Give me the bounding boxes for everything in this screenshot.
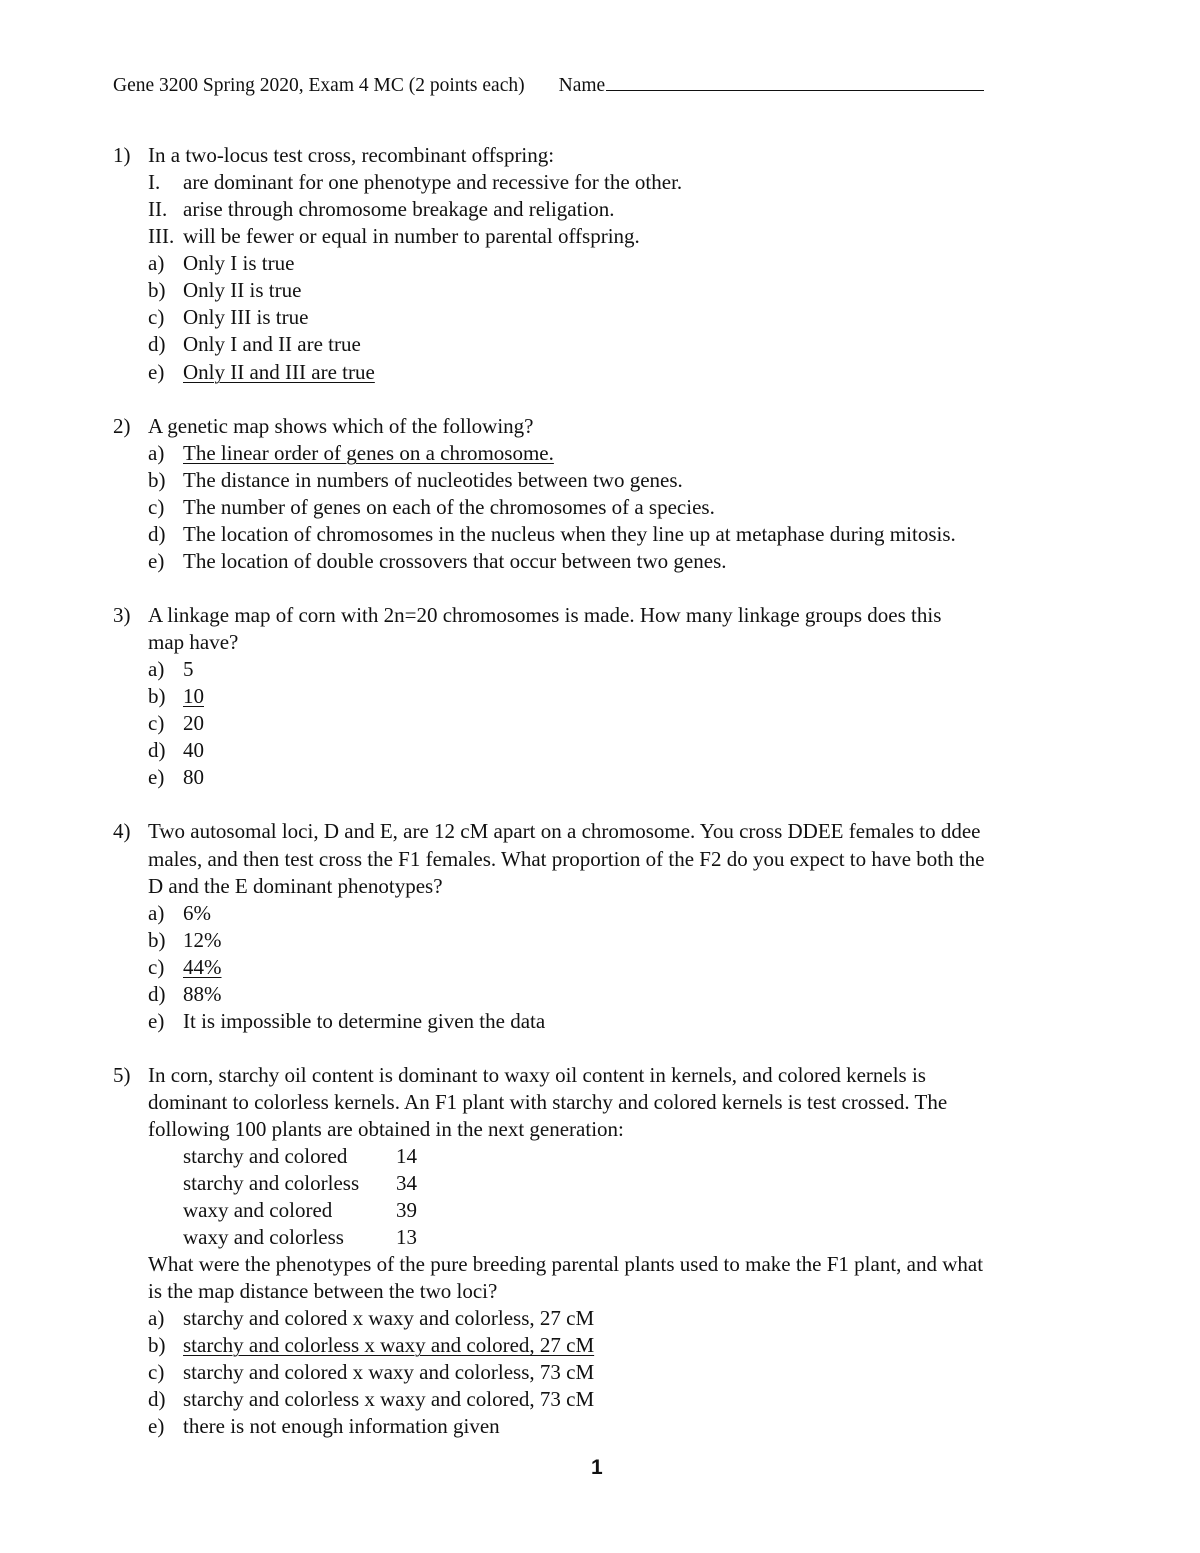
table-phenotype: waxy and colorless bbox=[183, 1225, 344, 1249]
question-stem: dominant to colorless kernels. An F1 plant with starchy and colored kernels is test crossed. The bbox=[148, 1090, 948, 1114]
option-letter: a) bbox=[148, 657, 165, 681]
option-letter: b) bbox=[148, 928, 166, 952]
option-text-underlined-answer: starchy and colorless x waxy and colored, 27 cM bbox=[183, 1333, 595, 1357]
option-letter: e) bbox=[148, 360, 165, 384]
option-letter: c) bbox=[148, 1360, 165, 1384]
option-text: 12% bbox=[183, 928, 222, 952]
option-letter: e) bbox=[148, 765, 165, 789]
table-phenotype: starchy and colored bbox=[183, 1144, 348, 1168]
statement-text: arise through chromosome breakage and religation. bbox=[183, 197, 615, 221]
option-text: The location of chromosomes in the nucleus when they line up at metaphase during mitosis. bbox=[183, 522, 956, 546]
question-number: 3) bbox=[113, 603, 131, 627]
statement-label: II. bbox=[148, 197, 168, 221]
option-letter: e) bbox=[148, 1009, 165, 1033]
option-letter: b) bbox=[148, 468, 166, 492]
table-phenotype: starchy and colorless bbox=[183, 1171, 360, 1195]
question-followup: is the map distance between the two loci? bbox=[148, 1279, 498, 1303]
option-text-underlined-answer: The linear order of genes on a chromosome. bbox=[183, 441, 554, 465]
option-letter: c) bbox=[148, 711, 165, 735]
option-letter: b) bbox=[148, 1333, 166, 1357]
option-letter: b) bbox=[148, 684, 166, 708]
option-text: 6% bbox=[183, 901, 211, 925]
table-count: 34 bbox=[396, 1171, 417, 1195]
table-count: 14 bbox=[396, 1144, 417, 1168]
option-text: 20 bbox=[183, 711, 204, 735]
option-text: The number of genes on each of the chromosomes of a species. bbox=[183, 495, 715, 519]
option-letter: d) bbox=[148, 982, 166, 1006]
option-letter: c) bbox=[148, 955, 165, 979]
question-followup: What were the phenotypes of the pure breeding parental plants used to make the F1 plant, and what bbox=[148, 1252, 984, 1276]
option-letter: e) bbox=[148, 1414, 165, 1438]
option-letter: b) bbox=[148, 278, 166, 302]
question-stem: map have? bbox=[148, 630, 239, 654]
question-stem: In corn, starchy oil content is dominant to waxy oil content in kernels, and colored kernels is bbox=[148, 1063, 926, 1087]
option-letter: d) bbox=[148, 522, 166, 546]
option-text: starchy and colored x waxy and colorless, 27 cM bbox=[183, 1306, 595, 1330]
statement-text: are dominant for one phenotype and recessive for the other. bbox=[183, 170, 683, 194]
question-stem: following 100 plants are obtained in the next generation: bbox=[148, 1117, 624, 1141]
option-text: starchy and colored x waxy and colorless, 73 cM bbox=[183, 1360, 595, 1384]
option-text: 5 bbox=[183, 657, 194, 681]
option-text: It is impossible to determine given the data bbox=[183, 1009, 546, 1033]
question-stem: D and the E dominant phenotypes? bbox=[148, 874, 443, 898]
option-letter: a) bbox=[148, 1306, 165, 1330]
option-text: The distance in numbers of nucleotides between two genes. bbox=[183, 468, 683, 492]
option-text-underlined-answer: Only II and III are true bbox=[183, 360, 375, 384]
option-text: The location of double crossovers that occur between two genes. bbox=[183, 549, 727, 573]
option-letter: c) bbox=[148, 305, 165, 329]
option-text: Only I is true bbox=[183, 251, 295, 275]
question-number: 2) bbox=[113, 414, 131, 438]
option-text: Only III is true bbox=[183, 305, 309, 329]
question-stem: A linkage map of corn with 2n=20 chromosomes is made. How many linkage groups does this bbox=[148, 603, 942, 627]
exam-header bbox=[113, 72, 984, 97]
question-number: 5) bbox=[113, 1063, 131, 1087]
exam-title: Gene 3200 Spring 2020, Exam 4 MC (2 points each) bbox=[113, 75, 525, 96]
option-letter: e) bbox=[148, 549, 165, 573]
option-letter: d) bbox=[148, 332, 166, 356]
name-field[interactable] bbox=[606, 72, 984, 91]
option-text: starchy and colorless x waxy and colored, 73 cM bbox=[183, 1387, 595, 1411]
option-letter: d) bbox=[148, 1387, 166, 1411]
option-text: Only I and II are true bbox=[183, 332, 361, 356]
option-text-underlined-answer: 10 bbox=[183, 684, 204, 708]
table-count: 39 bbox=[396, 1198, 417, 1222]
statement-label: I. bbox=[148, 170, 161, 194]
option-letter: a) bbox=[148, 251, 165, 275]
table-phenotype: waxy and colored bbox=[183, 1198, 333, 1222]
option-letter: a) bbox=[148, 441, 165, 465]
question-number: 1) bbox=[113, 143, 131, 167]
option-letter: c) bbox=[148, 495, 165, 519]
statement-text: will be fewer or equal in number to parental offspring. bbox=[183, 224, 640, 248]
statement-label: III. bbox=[148, 224, 175, 248]
option-letter: d) bbox=[148, 738, 166, 762]
option-text: there is not enough information given bbox=[183, 1414, 500, 1438]
page-number: 1 bbox=[591, 1456, 603, 1479]
option-letter: a) bbox=[148, 901, 165, 925]
question-number: 4) bbox=[113, 819, 131, 843]
question-stem: Two autosomal loci, D and E, are 12 cM apart on a chromosome. You cross DDEE females to ddee bbox=[148, 819, 981, 843]
question-stem: males, and then test cross the F1 females. What proportion of the F2 do you expect to have both the bbox=[148, 847, 985, 871]
option-text: 40 bbox=[183, 738, 204, 762]
option-text: 88% bbox=[183, 982, 222, 1006]
name-label: Name bbox=[558, 75, 606, 96]
option-text-underlined-answer: 44% bbox=[183, 955, 222, 979]
question-stem: A genetic map shows which of the following? bbox=[148, 414, 534, 438]
question-stem: In a two-locus test cross, recombinant offspring: bbox=[148, 143, 555, 167]
option-text: 80 bbox=[183, 765, 204, 789]
option-text: Only II is true bbox=[183, 278, 302, 302]
table-count: 13 bbox=[396, 1225, 417, 1249]
